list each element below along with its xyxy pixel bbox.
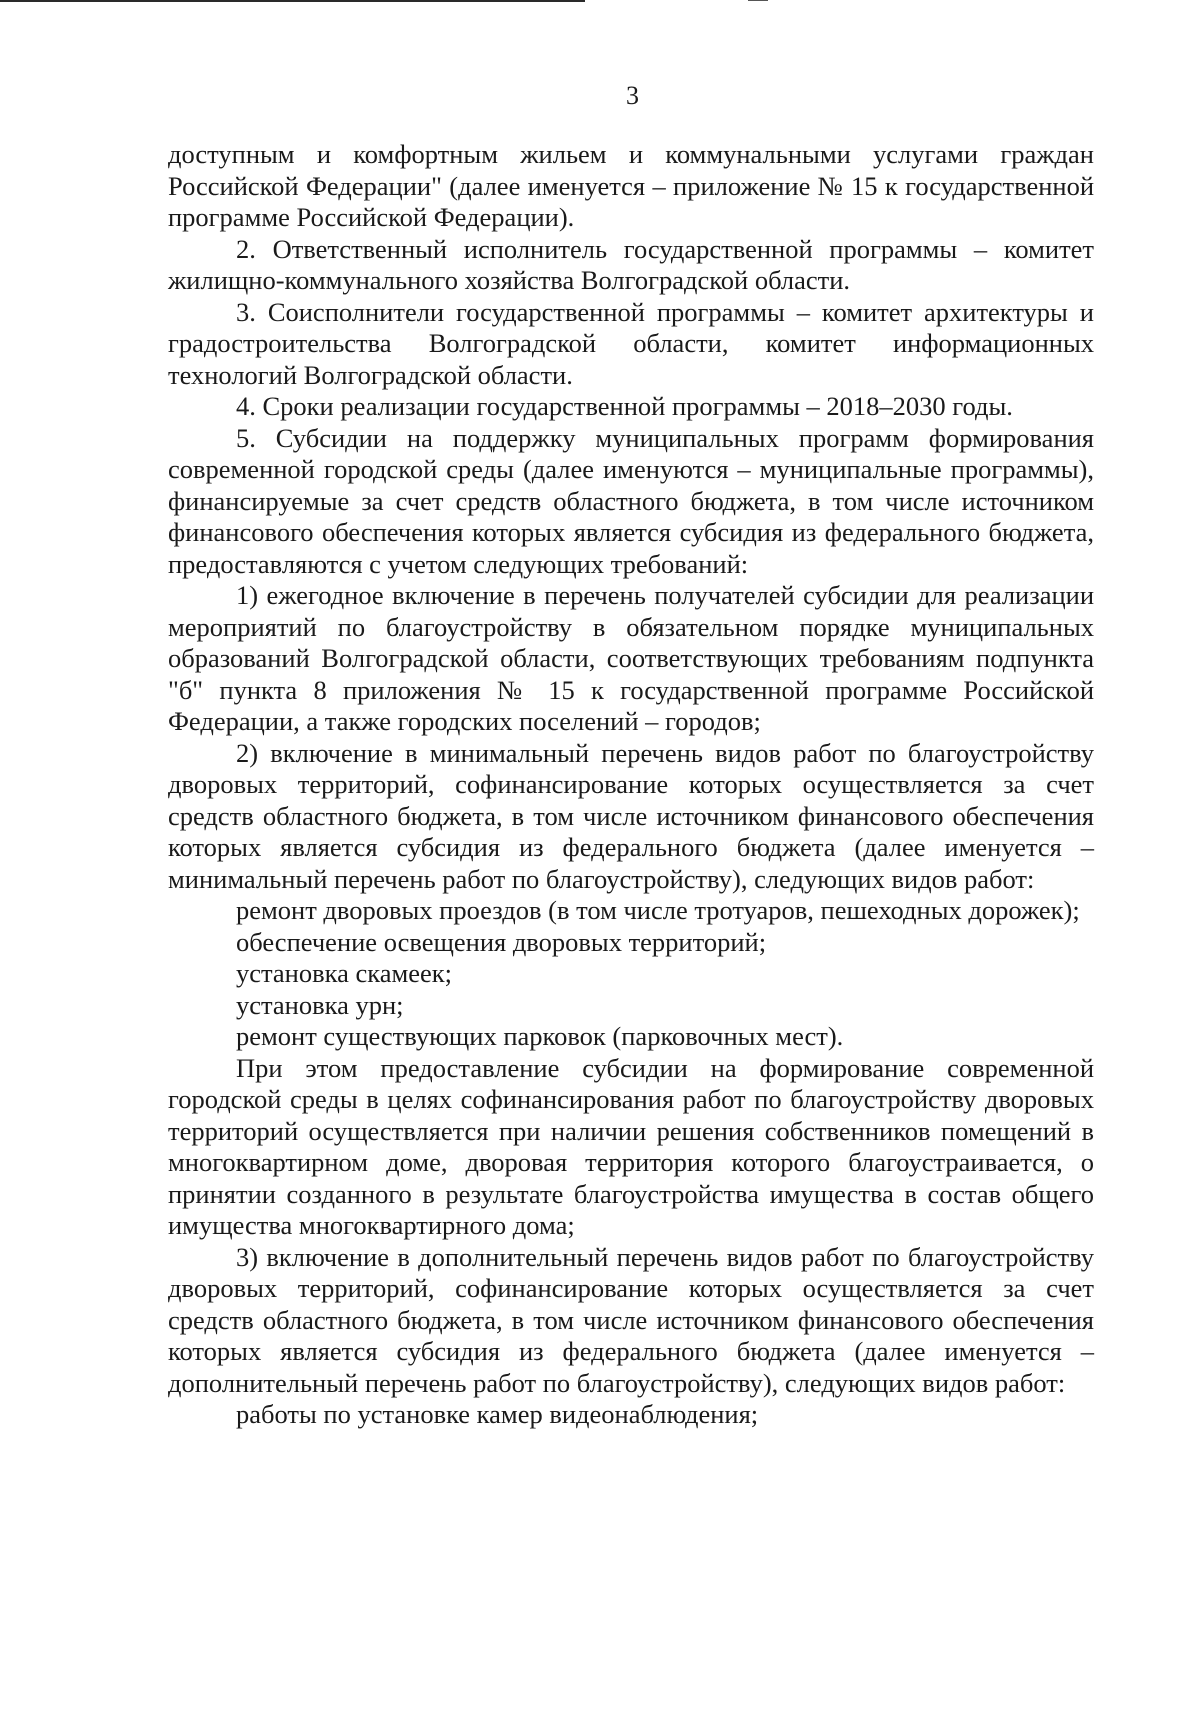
list-item: обеспечение освещения дворовых территорий;	[236, 926, 767, 957]
paragraph-condition: При этом предоставление субсидии на формирование современной городской среды в целях софинансирования работ по благоустройству дворовых территорий осуществляется при наличии решения собственников помещений в многоквартирном доме, дворовая территория которого благоустраивается, о принятии созданного в результате благоустройства имущества в состав общего имущества многоквартирного дома;	[168, 1052, 1094, 1240]
scan-border-line	[0, 0, 585, 2]
list-item: ремонт существующих парковок (парковочных мест).	[236, 1021, 844, 1051]
list-item: работы по установке камер видеонаблюдения;	[236, 1399, 759, 1429]
paragraph-continuation: доступным и комфортным жильем и коммунальными услугами граждан Российской Федерации" (далее именуется – приложение № 15 к государственной программе Российской Федерации).	[168, 139, 1094, 232]
list-item: установка урн;	[236, 989, 404, 1020]
paragraph-item-4: 4. Сроки реализации государственной программы – 2018–2030 годы.	[236, 391, 1013, 421]
list-item: ремонт дворовых проездов (в том числе тротуаров, пешеходных дорожек);	[236, 895, 1080, 925]
paragraph-subitem-2: 2) включение в минимальный перечень видов работ по благоустройству дворовых территорий, софинансирование которых осуществляется за счет средств областного бюджета, в том числе источником финансового обеспечения которых является субсидия из федерального бюджета (далее именуется – минимальный перечень работ по благоустройству), следующих видов работ:	[168, 737, 1094, 894]
page-number: 3	[626, 81, 639, 110]
paragraph-subitem-3: 3) включение в дополнительный перечень видов работ по благоустройству дворовых территорий, софинансирование которых осуществляется за счет средств областного бюджета, в том числе источником финансового обеспечения которых является субсидия из федерального бюджета (далее именуется – дополнительный перечень работ по благоустройству), следующих видов работ:	[168, 1241, 1094, 1398]
list-item: установка скамеек;	[236, 958, 453, 988]
document-body	[168, 139, 1094, 1431]
scan-border-mark	[748, 0, 768, 1]
paragraph-item-3: 3. Соисполнители государственной программы – комитет архитектуры и градостроительства Волгоградской области, комитет информационных технологий Волгоградской области.	[168, 296, 1094, 390]
paragraph-item-5: 5. Субсидии на поддержку муниципальных программ формирования современной городской среды (далее именуются – муниципальные программы), финансируемые за счет средств областного бюджета, в том числе источником финансового обеспечения которых является субсидия из федерального бюджета, предоставляются с учетом следующих требований:	[168, 422, 1094, 579]
paragraph-subitem-1: 1) ежегодное включение в перечень получателей субсидии для реализации мероприятий по благоустройству в обязательном порядке муниципальных образований Волгоградской области, соответствующих требованиям подпункта "б" пункта 8 приложения № 15 к государственной программе Российской Федерации, а также городских поселений – городов;	[168, 580, 1094, 736]
paragraph-item-2: 2. Ответственный исполнитель государственной программы – комитет жилищно-коммунального хозяйства Волгоградской области.	[168, 233, 1094, 295]
